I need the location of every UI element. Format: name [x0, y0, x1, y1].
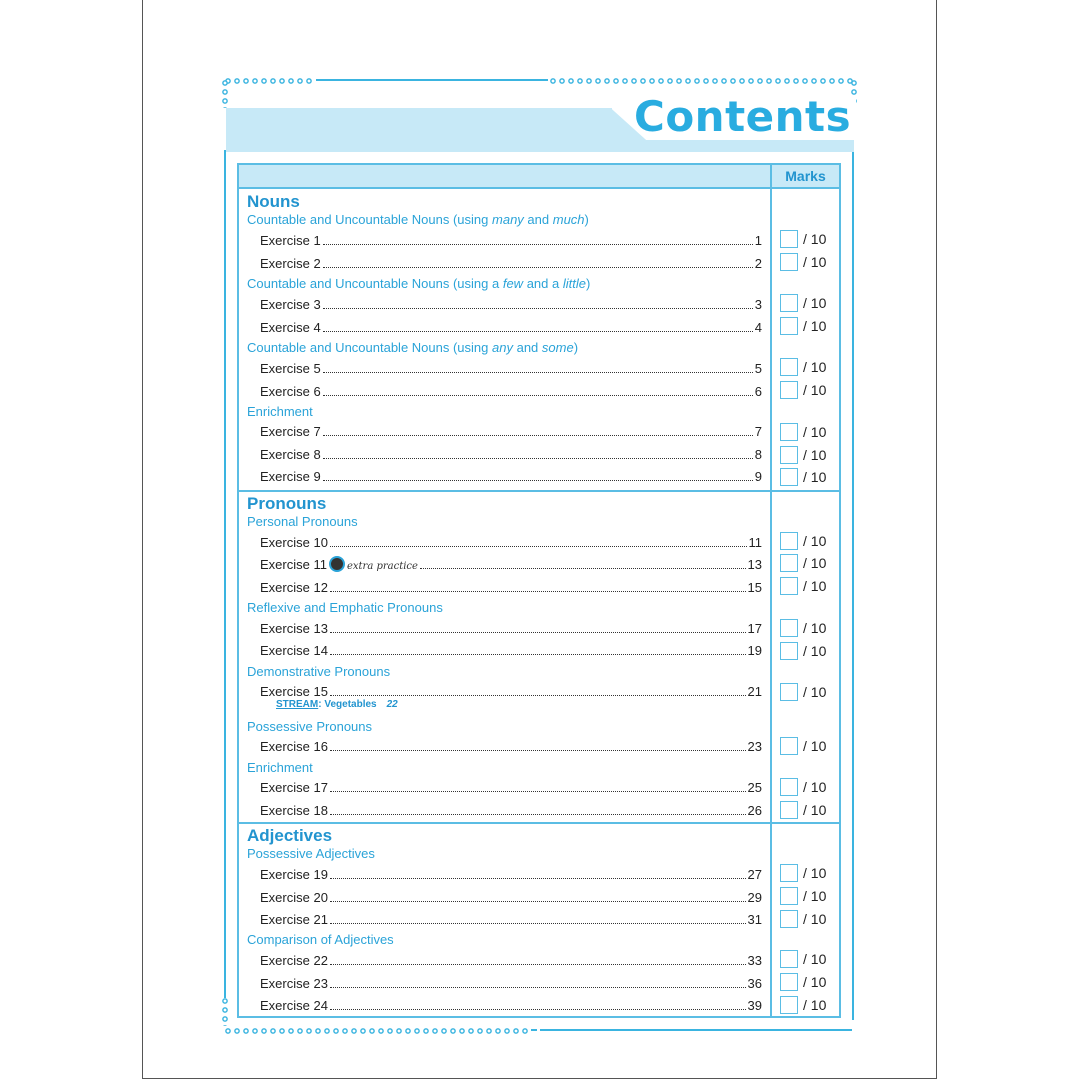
marks-box[interactable] — [780, 619, 798, 637]
marks-box[interactable] — [780, 253, 798, 271]
subsection-title: Personal Pronouns — [247, 514, 358, 529]
decorative-dots — [550, 77, 855, 83]
toc-entry[interactable]: Exercise 20 29 — [260, 890, 762, 905]
marks-entry[interactable]: / 10 — [780, 862, 832, 884]
decorative-dots — [225, 1027, 530, 1033]
toc-entry[interactable]: Exercise 11 extra practice 13 — [260, 557, 762, 572]
toc-entry[interactable]: Exercise 10 11 — [260, 535, 762, 550]
decorative-dots — [222, 80, 228, 108]
subsection-title: Possessive Adjectives — [247, 846, 375, 861]
subsection-title: Possessive Pronouns — [247, 719, 373, 734]
marks-entry[interactable]: / 10 — [780, 681, 832, 703]
toc-entry[interactable]: Exercise 19 27 — [260, 867, 762, 882]
marks-box[interactable] — [780, 778, 798, 796]
marks-box[interactable] — [780, 446, 798, 464]
section-title-nouns: Nouns — [247, 192, 300, 211]
marks-box[interactable] — [780, 642, 798, 660]
toc-entry[interactable]: Exercise 24 39 — [260, 998, 762, 1013]
marks-box[interactable] — [780, 468, 798, 486]
marks-box[interactable] — [780, 683, 798, 701]
toc-entry[interactable]: Exercise 1 1 — [260, 233, 762, 248]
marks-box[interactable] — [780, 737, 798, 755]
toc-entry[interactable]: Exercise 14 19 — [260, 643, 762, 658]
marks-box[interactable] — [780, 317, 798, 335]
decorative-dots — [222, 998, 228, 1026]
marks-box[interactable] — [780, 887, 798, 905]
marks-box[interactable] — [780, 532, 798, 550]
marks-box[interactable] — [780, 381, 798, 399]
subsection-title: Countable and Uncountable Nouns (using a few and a little) — [247, 276, 591, 291]
marks-box[interactable] — [780, 294, 798, 312]
decorative-dots — [225, 77, 315, 83]
stream-entry[interactable]: STREAM: Vegetables 22 — [276, 699, 398, 710]
marks-box[interactable] — [780, 950, 798, 968]
marks-entry[interactable]: / 10 — [780, 799, 832, 821]
section-title-adjectives: Adjectives — [247, 826, 333, 845]
marks-entry[interactable]: / 10 — [780, 776, 832, 798]
marks-entry[interactable]: / 10 — [780, 552, 832, 574]
marks-entry[interactable]: / 10 — [780, 948, 832, 970]
frame-line — [852, 150, 854, 1020]
subsection-title: Demonstrative Pronouns — [247, 664, 391, 679]
toc-entry[interactable]: Exercise 7 7 — [260, 424, 762, 439]
toc-entry[interactable]: Exercise 8 8 — [260, 447, 762, 462]
marks-entry[interactable]: / 10 — [780, 971, 832, 993]
marks-entry[interactable]: / 10 — [780, 994, 832, 1016]
subsection-title: Enrichment — [247, 404, 313, 419]
marks-entry[interactable]: / 10 — [780, 315, 832, 337]
toc-entry[interactable]: Exercise 9 9 — [260, 469, 762, 484]
marks-entry[interactable]: / 10 — [780, 617, 832, 639]
marks-entry[interactable]: / 10 — [780, 735, 832, 757]
extra-practice-label: extra practice — [346, 561, 418, 572]
toc-entry[interactable]: Exercise 22 33 — [260, 953, 762, 968]
toc-entry[interactable]: Exercise 15 21 — [260, 684, 762, 699]
marks-entry[interactable]: / 10 — [780, 640, 832, 662]
toc-entry[interactable]: Exercise 21 31 — [260, 912, 762, 927]
frame-line — [224, 150, 226, 998]
toc-entry[interactable]: Exercise 4 4 — [260, 320, 762, 335]
marks-box[interactable] — [780, 973, 798, 991]
marks-entry[interactable]: / 10 — [780, 885, 832, 907]
marks-entry[interactable]: / 10 — [780, 356, 832, 378]
marks-box[interactable] — [780, 230, 798, 248]
marks-box[interactable] — [780, 358, 798, 376]
toc-entry[interactable]: Exercise 18 26 — [260, 803, 762, 818]
frame-line — [316, 79, 548, 81]
marks-box[interactable] — [780, 554, 798, 572]
marks-box[interactable] — [780, 423, 798, 441]
toc-entry[interactable]: Exercise 2 2 — [260, 256, 762, 271]
marks-entry[interactable]: / 10 — [780, 292, 832, 314]
marks-entry[interactable]: / 10 — [780, 444, 832, 466]
toc-entry[interactable]: Exercise 6 6 — [260, 384, 762, 399]
marks-box[interactable] — [780, 801, 798, 819]
toc-entry[interactable]: Exercise 17 25 — [260, 780, 762, 795]
toc-entry[interactable]: Exercise 3 3 — [260, 297, 762, 312]
marks-entry[interactable]: / 10 — [780, 251, 832, 273]
marks-box[interactable] — [780, 864, 798, 882]
table-header-row — [237, 163, 772, 189]
marks-box[interactable] — [780, 910, 798, 928]
marks-entry[interactable]: / 10 — [780, 530, 832, 552]
toc-entry[interactable]: Exercise 23 36 — [260, 976, 762, 991]
marks-column-divider — [770, 187, 772, 1018]
subsection-title: Enrichment — [247, 760, 313, 775]
marks-entry[interactable]: / 10 — [780, 421, 832, 443]
section-divider — [237, 490, 841, 492]
toc-entry[interactable]: Exercise 13 17 — [260, 621, 762, 636]
marks-entry[interactable]: / 10 — [780, 228, 832, 250]
subsection-title: Countable and Uncountable Nouns (using any and some) — [247, 340, 579, 355]
frame-line — [540, 1029, 852, 1031]
section-title-pronouns: Pronouns — [247, 494, 327, 513]
toc-entry[interactable]: Exercise 16 23 — [260, 739, 762, 754]
subsection-title: Countable and Uncountable Nouns (using many and much) — [247, 212, 589, 227]
marks-entry[interactable]: / 10 — [780, 466, 832, 488]
marks-entry[interactable]: / 10 — [780, 908, 832, 930]
marks-entry[interactable]: / 10 — [780, 379, 832, 401]
marks-entry[interactable]: / 10 — [780, 575, 832, 597]
toc-entry[interactable]: Exercise 12 15 — [260, 580, 762, 595]
page-title: Contents — [634, 92, 852, 141]
marks-box[interactable] — [780, 996, 798, 1014]
subsection-title: Reflexive and Emphatic Pronouns — [247, 600, 443, 615]
frame-line — [531, 1029, 537, 1031]
subsection-title: Comparison of Adjectives — [247, 932, 394, 947]
marks-header: Marks — [770, 163, 841, 189]
section-divider — [237, 822, 841, 824]
toc-entry[interactable]: Exercise 5 5 — [260, 361, 762, 376]
marks-box[interactable] — [780, 577, 798, 595]
extra-practice-icon — [329, 556, 345, 572]
